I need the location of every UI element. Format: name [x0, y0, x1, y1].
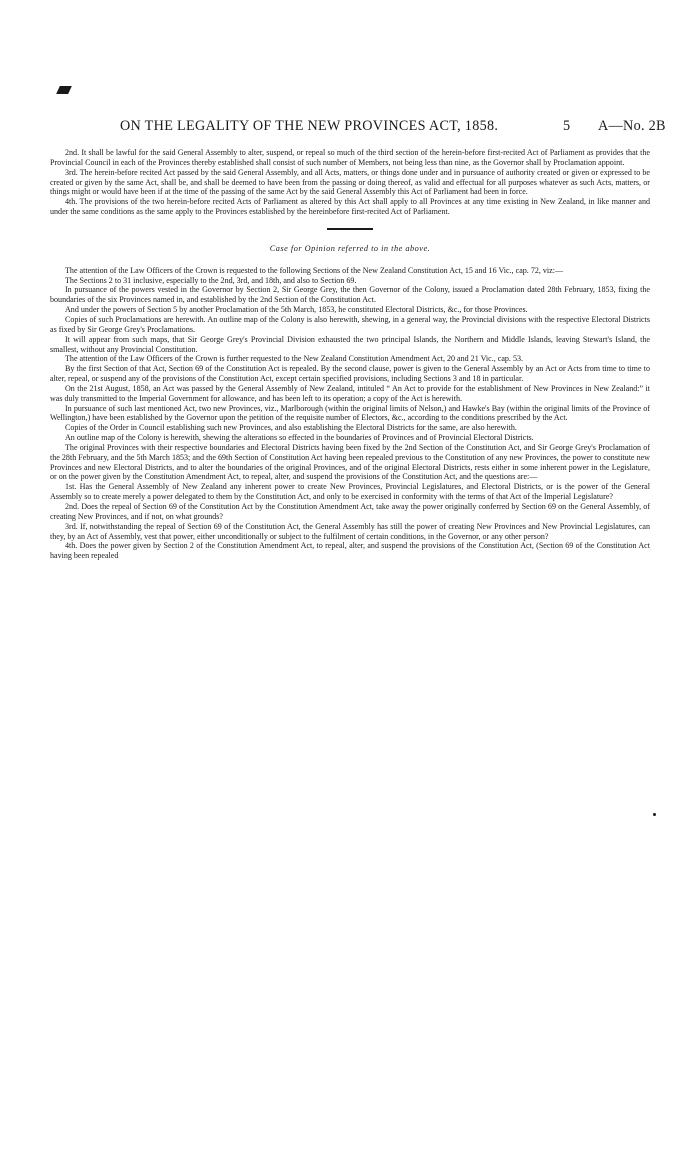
paragraph: 4th. The provisions of the two herein-before recited Acts of Parliament as altered by this Act shall apply to all Provinces at any time existing in New Zealand, in like manner and under the same conditions as the same apply to the Provinces established by the hereinbefore first-recited Act of Parliament.	[50, 197, 650, 217]
paragraph: In pursuance of the powers vested in the Governor by Section 2, Sir George Grey, the then Governor of the Colony, issued a Proclamation dated 28th February, 1853, fixing the boundaries of the six Provinces named in, and established by the 2nd Section of the Constitution Act.	[50, 285, 650, 305]
margin-ink-dot	[653, 813, 656, 816]
corner-ink-mark	[56, 86, 72, 94]
document-body	[50, 148, 650, 561]
paragraph: 2nd. Does the repeal of Section 69 of the Constitution Act by the Constitution Amendment Act, take away the power originally conferred by Section 69 on the General Assembly, of creating New Provinces, and if not, on what grounds?	[50, 502, 650, 521]
paragraph: The Sections 2 to 31 inclusive, especially to the 2nd, 3rd, and 18th, and also to Section 69.	[65, 275, 357, 285]
paragraph: An outline map of the Colony is herewith, shewing the alterations so effected in the boundaries of Provinces and of Provincial Electoral Districts.	[65, 433, 534, 443]
paragraph: On the 21st August, 1858, an Act was passed by the General Assembly of New Zealand, intituled “ An Act to provide for the establishment of New Provinces in New Zealand:” it was duly transmitted to the Imperial Government for allowance, and has been left to its operation; a copy of the Act is herewith.	[50, 383, 650, 403]
paragraph: Copies of such Proclamations are herewith. An outline map of the Colony is also herewith, shewing, in a general way, the Provincial divisions with the respective Electoral Districts as fixed by Sir George Grey's Proclamations.	[50, 314, 650, 334]
paragraph: 2nd. It shall be lawful for the said General Assembly to alter, suspend, or repeal so much of the third section of the herein-before first-recited Act of Parliament as provides that the Provincial Council in each of the Provinces thereby established shall consist of such number of Members, not being less than nine, as the Governor shall by Proclamation appoint.	[50, 148, 650, 167]
paragraph: 3rd. If, notwithstanding the repeal of Section 69 of the Constitution Act, the General Assembly has still the power of creating New Provinces and New Provincial Legislatures, can they, by an Act of Assembly, vest that power, either unconditionally or subject to the fulfilment of certain conditions, in the Governor, or any other person?	[50, 521, 650, 541]
paragraph: 3rd. The herein-before recited Act passed by the said General Assembly, and all Acts, matters, or things done under and in pursuance of authority created or given or expressed to be created or given by the same Act, shall be, and shall be deemed to have been from the passing or doing thereof, as valid and effectual for all purposes whatever as such Acts, matters, or things might or would have been if at the time of the passing of the same Act by the said General Assembly this Act of Parliament had been in force.	[50, 167, 650, 197]
paragraph: It will appear from such maps, that Sir George Grey's Provincial Division exhausted the two principal Islands, the Northern and Middle Islands, leaving Stewart's Island, the smallest, without any Provincial Constitution.	[50, 334, 650, 354]
paragraph: And under the powers of Section 5 by another Proclamation of the 5th March, 1853, he constituted Electoral Districts, &c., for those Provinces.	[65, 305, 528, 315]
section-divider	[327, 228, 373, 230]
page-title: ON THE LEGALITY OF THE NEW PROVINCES ACT, 1858.	[120, 118, 499, 134]
paragraph: In pursuance of such last mentioned Act, two new Provinces, viz., Marlborough (within the original limits of Nelson,) and Hawke's Bay (within the original limits of the Province of Wellington,) have been established by the Governor upon the petition of the requisite number of Electors, &c., according to the conditions prescribed by the Act.	[50, 403, 650, 423]
case-caption: Case for Opinion referred to in the above.	[269, 243, 431, 253]
paragraph: 4th. Does the power given by Section 2 of the Constitution Amendment Act, to repeal, alter, and suspend the provisions of the Constitution Act, (Section 69 of the Constitution Act having been repealed	[50, 541, 650, 561]
case-for-opinion-section	[50, 266, 650, 561]
paragraph: The attention of the Law Officers of the Crown is requested to the following Sections of the New Zealand Constitution Act, 15 and 16 Vic., cap. 72, viz:—	[65, 265, 564, 275]
page-number: 5	[563, 118, 571, 134]
document-reference: A—No. 2B	[598, 118, 666, 134]
paragraph: 1st. Has the General Assembly of New Zealand any inherent power to create New Provinces, Provincial Legislatures, and Electoral Districts, or is the power of the General Assembly so to create merely a power delegated to them by the Constitution Act, and only to be exercised in conformity with the terms of that Act of the Imperial Legislature?	[50, 482, 650, 502]
paragraph: Copies of the Order in Council establishing such new Provinces, and also establishing the Electoral Districts for the same, are also herewith.	[65, 423, 517, 433]
paragraph: By the first Section of that Act, Section 69 of the Constitution Act is repealed. By the second clause, power is given to the General Assembly by an Act or Acts from time to time to alter, repeal, or suspend any of the provisions of the Constitution Act, except certain specified provisions, including Sections 3 and 18 in particular.	[50, 364, 650, 384]
paragraph: The original Provinces with their respective boundaries and Electoral Districts having been fixed by the 2nd Section of the Constitution Act, and Sir George Grey's Proclamation of the 28th February, and the 5th March 1853; and the 69th Section of Constitution Act having been repealed previous to the Constitution of any new Provinces, the power to constitute new Provinces and new Electoral Districts, and to alter the boundaries of the original Provinces, and of the original Electoral Districts, rests either in some inherent power in the Legislature, or on the power given by the Constitution Amendment Act, to repeal, alter, and suspend the provisions of the Constitution Act, and the questions are:—	[50, 442, 650, 482]
paragraph: The attention of the Law Officers of the Crown is further requested to the New Zealand Constitution Amendment Act, 20 and 21 Vic., cap. 53.	[65, 354, 523, 364]
act-clauses-section	[50, 148, 650, 217]
